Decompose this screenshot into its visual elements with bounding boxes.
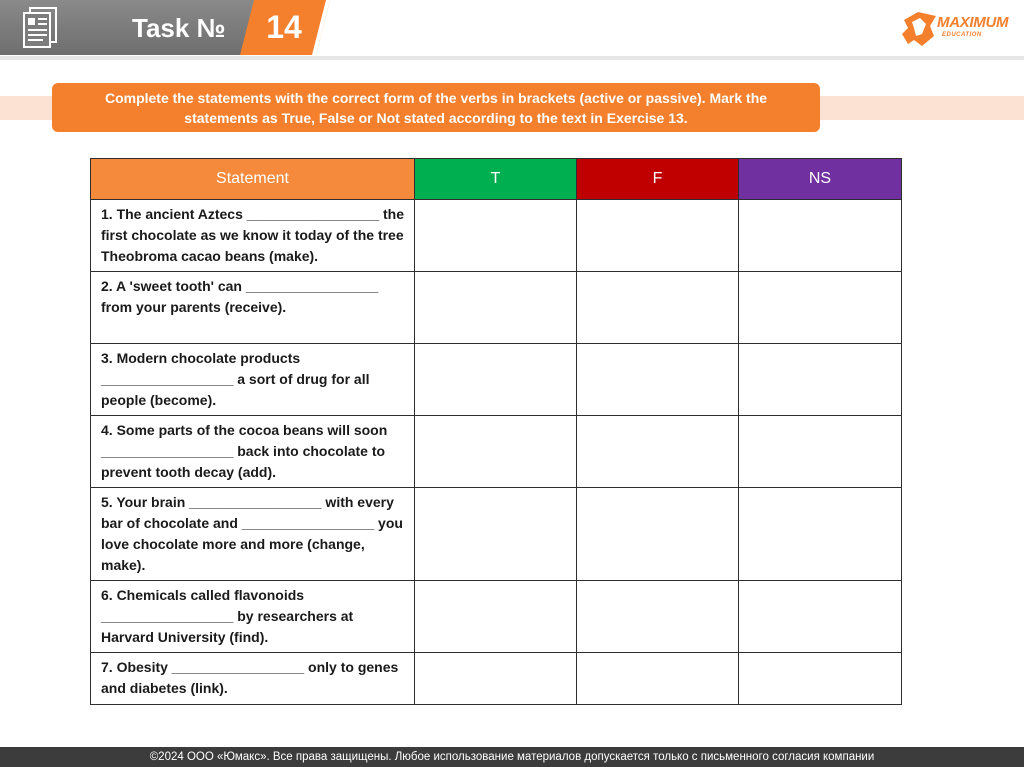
header-statement: Statement (91, 159, 415, 200)
logo-subtitle: EDUCATION (942, 32, 982, 38)
statement-cell: 6. Chemicals called flavonoids _________________ by researchers at Harvard University (find). (91, 581, 415, 653)
table-row (91, 416, 902, 488)
answer-cell-f[interactable] (577, 653, 739, 705)
task-number: 14 (266, 9, 302, 45)
copyright-footer: ©2024 ООО «Юмакс». Все права защищены. Любое использование материалов допускается только с письменного согласия компании (0, 747, 1024, 767)
answer-cell-ns[interactable] (739, 488, 902, 581)
table-row (91, 344, 902, 416)
statement-cell: 3. Modern chocolate products _________________ a sort of drug for all people (become). (91, 344, 415, 416)
instruction-text: Complete the statements with the correct form of the verbs in brackets (active or passive). Mark the statements as True, False or Not stated according to the text in Exercise 13. (104, 89, 768, 126)
statement-cell: 7. Obesity _________________ only to genes and diabetes (link). (91, 653, 415, 705)
header-false: F (577, 159, 739, 200)
table-row (91, 272, 902, 344)
table-row (91, 488, 902, 581)
answer-cell-f[interactable] (577, 581, 739, 653)
answer-cell-ns[interactable] (739, 344, 902, 416)
answer-cell-ns[interactable] (739, 272, 902, 344)
answer-cell-t[interactable] (415, 200, 577, 272)
answer-cell-t[interactable] (415, 416, 577, 488)
task-label: Task № (132, 13, 226, 43)
table-header-row (91, 159, 902, 200)
statements-table (90, 158, 902, 705)
statement-cell: 1. The ancient Aztecs _________________ the first chocolate as we know it today of the tree Theobroma cacao beans (make). (91, 200, 415, 272)
table-row (91, 200, 902, 272)
header-not-stated: NS (739, 159, 902, 200)
answer-cell-f[interactable] (577, 416, 739, 488)
answer-cell-t[interactable] (415, 488, 577, 581)
answer-cell-ns[interactable] (739, 416, 902, 488)
statement-cell: 2. A 'sweet tooth' can _________________ from your parents (receive). (91, 272, 415, 344)
logo-name: MAXIMUM (937, 14, 1009, 31)
instruction-box (52, 83, 820, 132)
answer-cell-ns[interactable] (739, 200, 902, 272)
answer-cell-t[interactable] (415, 581, 577, 653)
answer-cell-f[interactable] (577, 344, 739, 416)
answer-cell-ns[interactable] (739, 581, 902, 653)
answer-cell-f[interactable] (577, 488, 739, 581)
statement-cell: 5. Your brain _________________ with every bar of chocolate and _________________ you love chocolate more and more (change, make). (91, 488, 415, 581)
header-true: T (415, 159, 577, 200)
answer-cell-f[interactable] (577, 272, 739, 344)
header-divider (0, 56, 1024, 60)
document-icon (18, 6, 62, 48)
answer-cell-ns[interactable] (739, 653, 902, 705)
table-row (91, 581, 902, 653)
answer-cell-t[interactable] (415, 344, 577, 416)
table-row (91, 653, 902, 705)
answer-cell-f[interactable] (577, 200, 739, 272)
statement-cell: 4. Some parts of the cocoa beans will soon _________________ back into chocolate to prevent tooth decay (add). (91, 416, 415, 488)
answer-cell-t[interactable] (415, 653, 577, 705)
answer-cell-t[interactable] (415, 272, 577, 344)
